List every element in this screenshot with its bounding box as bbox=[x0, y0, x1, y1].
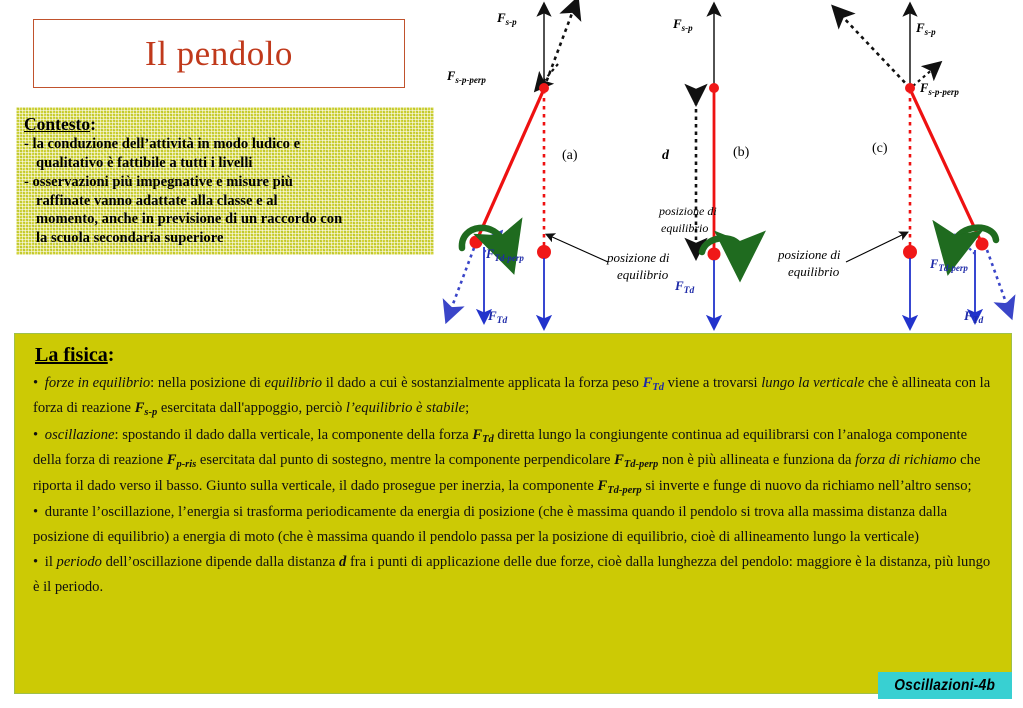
force-td-perp-arrow-c bbox=[962, 241, 975, 254]
force-sp-label-a: $F_{s-p}$ bbox=[497, 10, 517, 27]
pendulum-bob-b bbox=[708, 248, 721, 261]
force-sp-label-b: $F_{s-p}$ bbox=[673, 16, 693, 33]
contesto-line: momento, anche in previsione di un raccordo con bbox=[36, 211, 343, 228]
slide-title-box bbox=[33, 19, 405, 88]
pivot-point-c bbox=[905, 83, 915, 93]
contesto-panel bbox=[16, 107, 434, 255]
contesto-heading-text: Contesto bbox=[24, 114, 91, 134]
equilibrium-callout-line-c bbox=[846, 234, 904, 262]
equilibrium-label-b-line1: posizione di bbox=[659, 204, 717, 218]
la-fisica-panel bbox=[14, 333, 1012, 694]
equilibrium-label-b-line2: equilibrio bbox=[661, 221, 709, 235]
distance-d-label-b: d bbox=[662, 148, 669, 163]
status-badge bbox=[878, 672, 1012, 699]
equilibrium-callout-line-a bbox=[550, 236, 608, 262]
pendulum-bob-c bbox=[976, 238, 989, 251]
panel-c bbox=[777, 10, 1008, 326]
contesto-line: - la conduzione dell’attività in modo ludico e bbox=[24, 136, 301, 153]
force-td-component-c bbox=[987, 250, 1008, 308]
panel-caption-a: (a) bbox=[562, 148, 578, 163]
torque-arrow-b bbox=[702, 238, 740, 252]
equilibrium-label-c-line1: posizione di bbox=[778, 247, 841, 262]
force-td-perp-label-a: $F_{Td-perp}$ bbox=[486, 247, 524, 263]
equilibrium-bob-a bbox=[537, 245, 551, 259]
pivot-point-a bbox=[539, 83, 549, 93]
pendulum-rod-c bbox=[910, 89, 982, 244]
contesto-line: qualitativo è fattibile a tutti i livelli bbox=[36, 154, 253, 171]
force-td-label-a: $F_{Td}$ bbox=[488, 308, 508, 326]
contesto-line: la scuola secondaria superiore bbox=[36, 230, 224, 247]
la-fisica-heading bbox=[35, 344, 999, 367]
contesto-line: raffinate vanno adattate alla classe e al bbox=[36, 192, 278, 209]
contesto-line: - osservazioni più impegnative e misure più bbox=[24, 173, 293, 190]
equilibrium-label-a-line2: equilibrio bbox=[617, 267, 669, 282]
la-fisica-heading-text: La fisica bbox=[35, 344, 108, 366]
page-title: Il pendolo bbox=[145, 34, 293, 73]
force-td-label-b: $F_{Td}$ bbox=[675, 278, 695, 296]
equilibrium-label-a-line1: posizione di bbox=[607, 250, 670, 265]
contesto-heading-colon: : bbox=[90, 114, 96, 134]
equilibrium-bob-c bbox=[903, 245, 917, 259]
force-sp-perp-arrow-c bbox=[840, 14, 910, 88]
panel-caption-c: (c) bbox=[872, 141, 888, 156]
panel-a bbox=[446, 8, 670, 326]
fisica-item: • durante l’oscillazione, l’energia si trasforma periodicamente da energia di posizione (che è massima quando il pendolo si trova alla massima distanza dalla posizione di equilibrio) a energia di moto (che è massima quando il pendolo passa per la posizione di equilibrio, cioè di allineamento lungo la verticale) bbox=[33, 504, 948, 545]
force-sp-perp-label-c: $F_{s-p-perp}$ bbox=[920, 81, 959, 97]
panel-b bbox=[658, 10, 750, 322]
la-fisica-heading-colon: : bbox=[107, 344, 115, 366]
pivot-point-b bbox=[709, 83, 719, 93]
contesto-heading bbox=[24, 114, 424, 134]
pendulum-bob-a bbox=[470, 236, 483, 249]
equilibrium-label-c-line2: equilibrio bbox=[788, 264, 840, 279]
force-td-component-a bbox=[450, 248, 474, 312]
force-td-label-c: $F_{Td}$ bbox=[964, 308, 984, 326]
fisica-item: • forze in equilibrio: nella posizione di equilibrio il dado a cui è sostanzialmente applicata la forza peso $F_{Td}$ viene a trovarsi lungo la verticale che è allineata con la forza di reazione $F_{s-p}$ esercitata dall'appoggio, perciò l’equilibrio è stabile; bbox=[33, 375, 991, 419]
status-badge-label: Oscillazioni-4b bbox=[894, 676, 996, 694]
torque-arrow-a bbox=[462, 228, 504, 248]
panel-caption-b: (b) bbox=[733, 145, 750, 160]
fisica-item: • il periodo dell’oscillazione dipende dalla distanza d fra i punti di applicazione delle due forze, cioè dalla lunghezza del pendolo: maggiore è la distanza, più lungo è il periodo. bbox=[33, 554, 991, 595]
force-sp-perp-label-a: $F_{s-p-perp}$ bbox=[447, 69, 486, 85]
force-td-perp-label-c: $F_{Td-perp}$ bbox=[930, 257, 968, 273]
force-sp-label-c: $F_{s-p}$ bbox=[916, 20, 936, 37]
torque-arrow-c bbox=[954, 228, 996, 244]
pendulum-rod-a bbox=[476, 89, 544, 242]
pendulum-diagram-group bbox=[440, 0, 1023, 335]
fisica-item: • oscillazione: spostando il dado dalla verticale, la componente della forza $F_{Td}$ diretta lungo la congiungente continua ad equilibrarsi con l’analoga componente della forza di reazione $F_{p-ris}$ esercitata dal punto di sostegno, mentre la componente perpendicolare $F_{Td-perp}$ non è più allineata e funziona da forza di richiamo che riporta il dado verso il basso. Giunto sulla verticale, il dado prosegue per inerzia, la componente $F_{Td-perp}$ si inverte e funge di nuovo da richiamo nell’altro senso; bbox=[33, 426, 981, 496]
